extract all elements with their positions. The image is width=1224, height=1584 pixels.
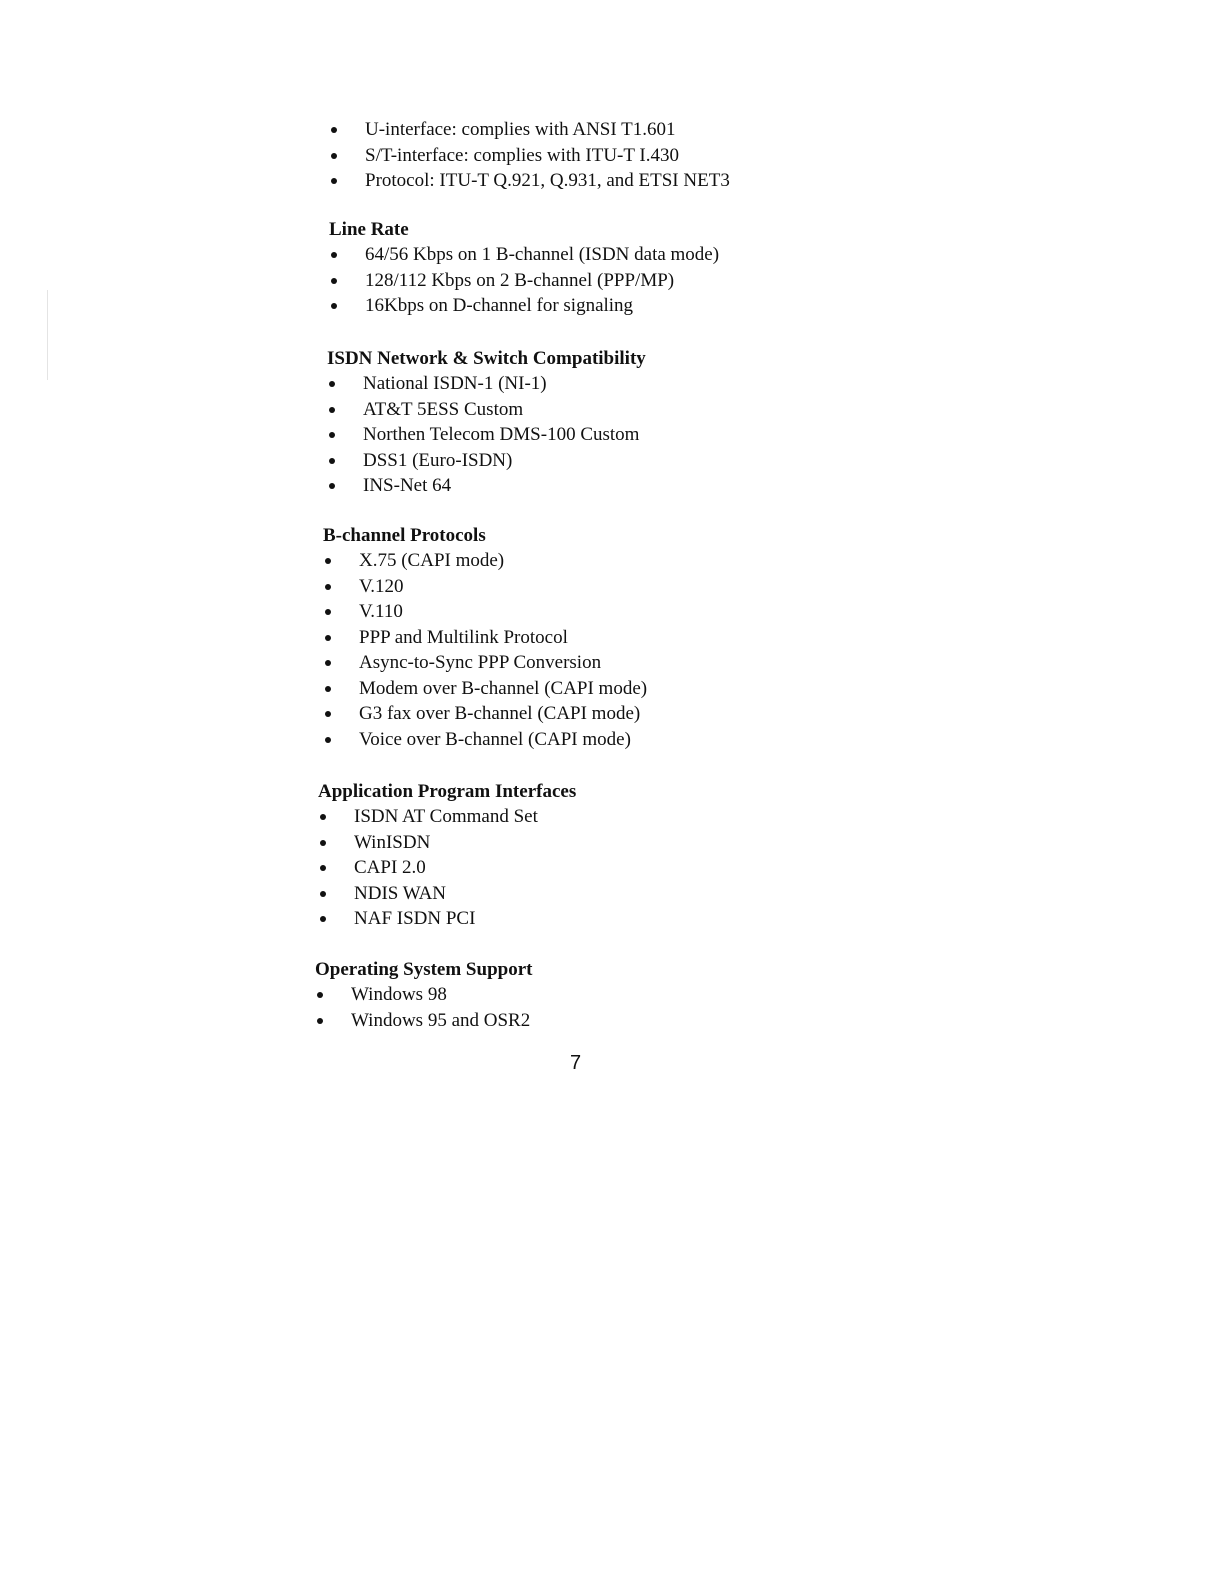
list-item: PPP and Multilink Protocol (323, 625, 843, 651)
list-item: Voice over B-channel (CAPI mode) (323, 727, 843, 753)
interfaces-section (329, 117, 849, 194)
list-item: Async-to-Sync PPP Conversion (323, 650, 843, 676)
list-item: 128/112 Kbps on 2 B-channel (PPP/MP) (329, 268, 849, 294)
list-item: AT&T 5ESS Custom (327, 397, 847, 423)
os-support-heading: Operating System Support (315, 959, 533, 980)
list-item: 64/56 Kbps on 1 B-channel (ISDN data mode) (329, 242, 849, 268)
list-item: X.75 (CAPI mode) (323, 548, 843, 574)
bchannel-protocols-heading: B-channel Protocols (323, 525, 486, 546)
line-rate-heading: Line Rate (329, 219, 409, 240)
api-heading: Application Program Interfaces (318, 781, 577, 802)
list-item: U-interface: complies with ANSI T1.601 (329, 117, 849, 143)
list-item: S/T-interface: complies with ITU-T I.430 (329, 143, 849, 169)
bchannel-protocols-list (323, 548, 843, 752)
interfaces-list (329, 117, 849, 194)
list-item: WinISDN (318, 830, 838, 856)
list-item: DSS1 (Euro-ISDN) (327, 448, 847, 474)
line-rate-section (329, 217, 849, 319)
list-item: Windows 98 (315, 982, 835, 1008)
list-item: NDIS WAN (318, 881, 838, 907)
list-item: G3 fax over B-channel (CAPI mode) (323, 701, 843, 727)
api-section (318, 779, 838, 932)
list-item: INS-Net 64 (327, 473, 847, 499)
list-item: ISDN AT Command Set (318, 804, 838, 830)
api-list (318, 804, 838, 932)
list-item: 16Kbps on D-channel for signaling (329, 293, 849, 319)
switch-compatibility-section (327, 346, 847, 499)
list-item: Northen Telecom DMS-100 Custom (327, 422, 847, 448)
switch-compatibility-heading: ISDN Network & Switch Compatibility (327, 348, 646, 369)
bchannel-protocols-section (323, 523, 843, 752)
os-support-section (315, 957, 835, 1033)
scan-margin-mark (47, 290, 48, 380)
switch-compatibility-list (327, 371, 847, 499)
list-item: Modem over B-channel (CAPI mode) (323, 676, 843, 702)
list-item: CAPI 2.0 (318, 855, 838, 881)
list-item: V.120 (323, 574, 843, 600)
list-item: Protocol: ITU-T Q.921, Q.931, and ETSI NET3 (329, 168, 849, 194)
line-rate-list (329, 242, 849, 319)
list-item: V.110 (323, 599, 843, 625)
list-item: Windows 95 and OSR2 (315, 1008, 835, 1034)
os-support-list (315, 982, 835, 1033)
page-number: 7 (570, 1052, 582, 1074)
list-item: NAF ISDN PCI (318, 906, 838, 932)
list-item: National ISDN-1 (NI-1) (327, 371, 847, 397)
